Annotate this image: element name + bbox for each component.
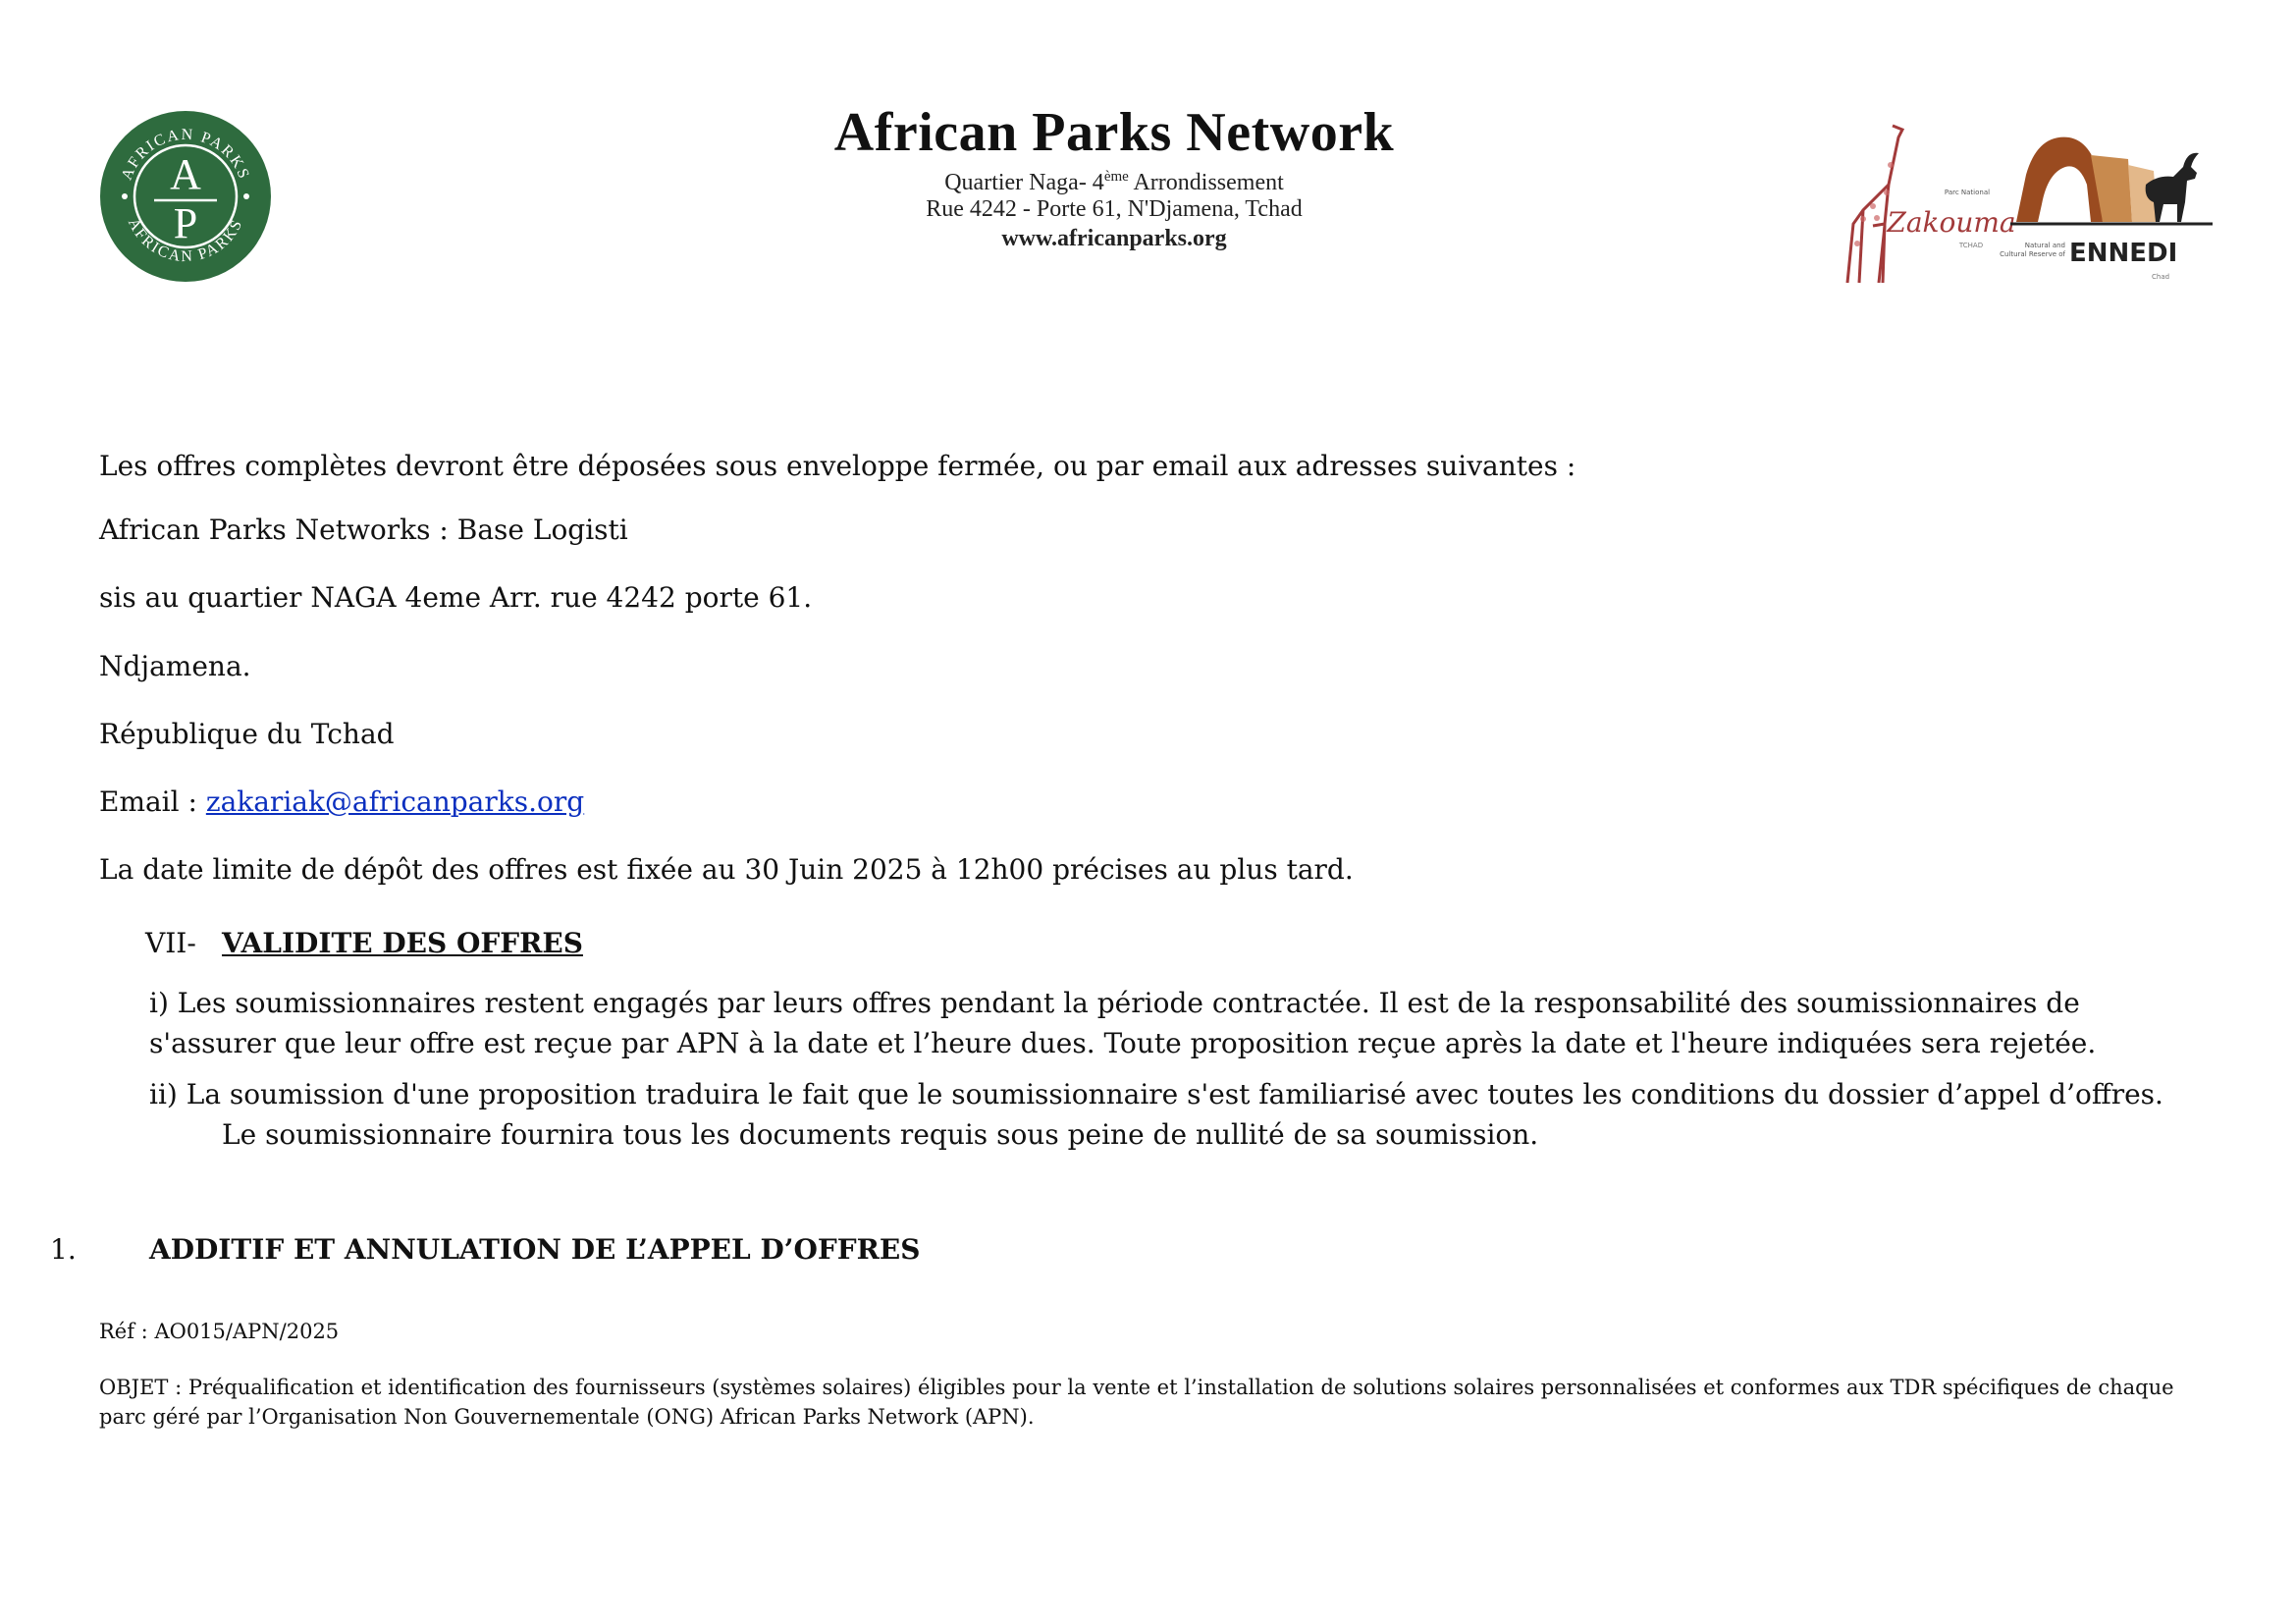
african-parks-logo (99, 110, 272, 283)
section-7-item-2: ii) La soumission d'une proposition traduira le fait que le soumissionnaire s'est familiarisé avec toutes les conditions du dossier d’appel d’offres. Le soumissionnaire fournira tous les documents requis sous peine de nullité de sa soumission. (149, 1078, 2163, 1151)
address-line-city: Ndjamena. (99, 650, 251, 682)
intro-text: Les offres complètes devront être déposées sous enveloppe fermée, ou par email aux adresses suivantes : (99, 450, 1576, 482)
zakouma-name: Zakouma (1887, 206, 2016, 239)
objet-text: OBJET : Préqualification et identification des fournisseurs (systèmes solaires) éligibles pour la vente et l’installation de solutions solaires personnalisées et conformes aux TDR spécifiques de chaque parc géré par l’Organisation Non Gouvernementale (ONG) African Parks Network (APN). (99, 1376, 2174, 1429)
deadline-text: La date limite de dépôt des offres est fixée au 30 Juin 2025 à 12h00 précises au plus tard. (99, 853, 1354, 886)
ennedi-small-2: Cultural Reserve of (2000, 250, 2065, 258)
zakouma-country: TCHAD (1958, 242, 1984, 249)
logo-ring-top-text: AFRICAN PARKS (118, 126, 253, 183)
ennedi-small-1: Natural and (2024, 242, 2065, 249)
org-name: African Parks Network (833, 102, 1395, 163)
address-line-base: African Parks Networks : Base Logisti (99, 514, 628, 546)
section-7-number: VII- (145, 927, 196, 959)
logo-letter-a: A (170, 150, 201, 198)
email-label: Email : (99, 785, 206, 818)
ennedi-name: ENNEDI (2069, 239, 2178, 268)
ennedi-country: Chad (2152, 273, 2170, 281)
address-line-country: République du Tchad (99, 718, 395, 750)
address-line-2: Rue 4242 - Porte 61, N'Djamena, Tchad (926, 196, 1303, 222)
section-1-title: ADDITIF ET ANNULATION DE L’APPEL D’OFFRES (149, 1233, 921, 1266)
zakouma-small-text: Parc National (1944, 189, 1991, 196)
section-1-number: 1. (50, 1233, 77, 1266)
email-link[interactable]: zakariak@africanparks.org (205, 785, 585, 818)
section-7-title: VALIDITE DES OFFRES (222, 927, 583, 959)
logo-letter-p: P (173, 199, 198, 247)
park-logos (1834, 116, 2222, 293)
email-line (99, 784, 584, 821)
address-line-1: Quartier Naga- 4ème Arrondissement (944, 169, 1284, 195)
section-7-item-1: i) Les soumissionnaires restent engagés par leurs offres pendant la période contractée. Il est de la responsabilité des soumissionnaires de s'assurer que leur offre est reçue par APN à la date et l’heure dues. Toute proposition reçue après la date et l'heure indiquées sera rejetée. (149, 987, 2097, 1059)
address-line-street: sis au quartier NAGA 4eme Arr. rue 4242 porte 61. (99, 581, 813, 614)
website: www.africanparks.org (1001, 226, 1227, 251)
logo-ring-bottom-text: AFRICAN PARKS (124, 215, 246, 266)
reference-text: Réf : AO015/APN/2025 (99, 1320, 340, 1343)
